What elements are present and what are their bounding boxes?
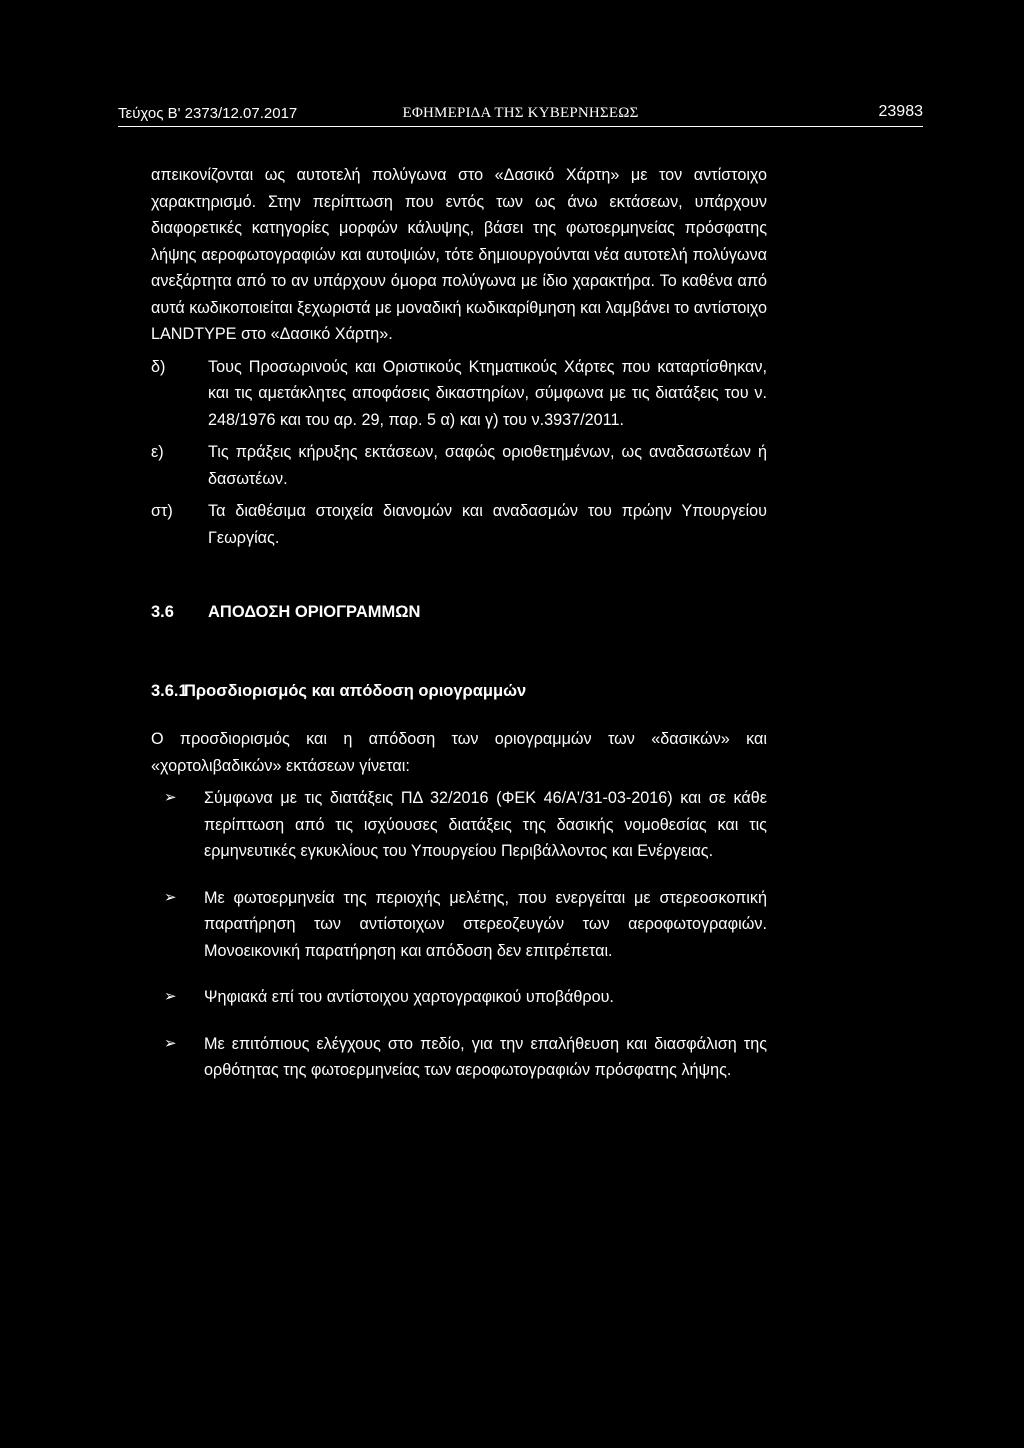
page-number: 23983 [878,103,923,120]
document-body [151,162,767,1084]
bullet-item [151,984,767,1011]
bullet-text: Με επιτόπιους ελέγχους στο πεδίο, για την επαλήθευση και διασφάλιση της ορθότητας της φωτοερμηνείας των αεροφωτογραφιών πρόσφατης λήψης. [204,1034,767,1079]
arrow-bullet-icon: ➢ [164,988,177,1005]
bullet-item [151,1031,767,1084]
bullet-text: Σύμφωνα με τις διατάξεις ΠΔ 32/2016 (ΦΕΚ 46/Α'/31-03-2016) και σε κάθε περίπτωση από τις ισχύουσες διατάξεις της δασικής νομοθεσίας και τις ερμηνευτικές εγκυκλίους του Υπουργείου Περιβάλλοντος και Ενέργειας. [204,789,767,860]
section-number: 3.6 [151,603,174,621]
section-title: ΑΠΟΔΟΣΗ ΟΡΙΟΓΡΑΜΜΩΝ [208,603,421,621]
list-item [151,439,767,492]
list-item [151,498,767,551]
subsection-heading [151,678,767,705]
intro-paragraph: απεικονίζονται ως αυτοτελή πολύγωνα στο «Δασικό Χάρτη» με τον αντίστοιχο χαρακτηρισμό. Στην περίπτωση που εντός των ως άνω εκτάσεων, υπάρχουν διαφορετικές κατηγορίες μορφών κάλυψης, βάσει της φωτοερμηνείας πρόσφατης λήψης αεροφωτογραφιών και αυτοψιών, τότε δημιουργούνται νέα αυτοτελή πολύγωνα ανεξάρτητα από το αν υπάρχουν όμορα πολύγωνα με ίδιο χαρακτήρα. Το καθένα από αυτά κωδικοποιείται ξεχωριστά με μοναδική κωδικαρίθμηση και λαμβάνει το αντίστοιχο LANDTYPE στο «Δασικό Χάρτη». [151,166,767,343]
bullet-text: Με φωτοερμηνεία της περιοχής μελέτης, που ενεργείται με στερεοσκοπική παρατήρηση των αντίστοιχων στερεοζευγών των αεροφωτογραφιών. Μονοεικονική παρατήρηση και απόδοση δεν επιτρέπεται. [204,888,767,960]
list-item [151,354,767,434]
list-marker: στ) [151,502,173,520]
list-item-text: Τις πράξεις κήρυξης εκτάσεων, σαφώς οριοθετημένων, ως αναδασωτέων ή δασωτέων. [208,443,767,488]
list-marker: ε) [151,443,164,461]
page-header [118,100,923,127]
arrow-bullet-icon: ➢ [164,888,177,906]
list-item-text: Τα διαθέσιμα στοιχεία διανομών και αναδασμών του πρώην Υπουργείου Γεωργίας. [208,502,767,547]
subsection-title: Προσδιορισμός και απόδοση οριογραμμών [184,681,527,700]
arrow-bullet-icon: ➢ [164,789,177,806]
section-heading [151,599,767,626]
subsection-number: 3.6.1 [151,681,188,700]
journal-title: ΕΦΗΜΕΡΙΔΑ ΤΗΣ ΚΥΒΕΡΝΗΣΕΩΣ [402,105,639,121]
bullet-text: Ψηφιακά επί του αντίστοιχου χαρτογραφικού υποβάθρου. [204,988,614,1006]
list-marker: δ) [151,357,166,376]
bullet-item [151,885,767,965]
bullet-item [151,785,767,865]
arrow-bullet-icon: ➢ [164,1034,177,1052]
issue-info: Τεύχος Β' 2373/12.07.2017 [118,105,298,122]
lead-paragraph: Ο προσδιορισμός και η απόδοση των οριογραμμών των «δασικών» και «χορτολιβαδικών» εκτάσεων γίνεται: [151,730,767,775]
list-item-text: Τους Προσωρινούς και Οριστικούς Κτηματικούς Χάρτες που καταρτίσθηκαν, και τις αμετάκλητες αποφάσεις δικαστηρίων, σύμφωνα με τις διατάξεις του ν. 248/1976 και του αρ. 29, παρ. 5 α) και γ) του ν.3937/2011. [208,357,767,429]
